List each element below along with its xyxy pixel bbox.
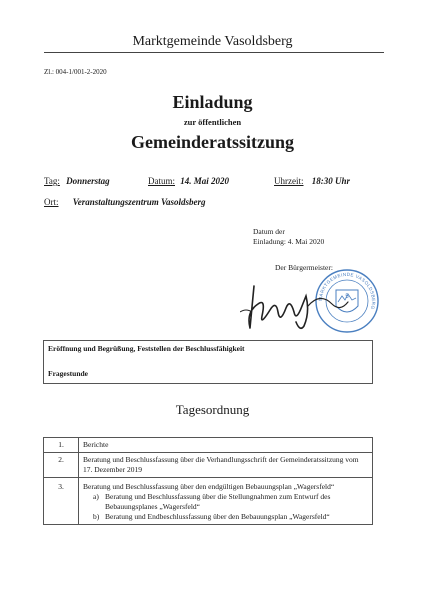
header-divider <box>44 52 384 53</box>
reference-number: Zl.: 004-1/001-2-2020 <box>44 68 107 76</box>
agenda-row <box>44 478 373 525</box>
seal-number: 5 <box>345 294 349 300</box>
date-label: Datum: <box>148 176 175 186</box>
agenda-row <box>44 453 373 478</box>
time-label: Uhrzeit: <box>274 176 304 186</box>
seal-text: MARKTGEMEINDE VASOLDSBERG <box>317 271 377 311</box>
invitation-date-line1: Datum der <box>253 227 285 236</box>
date-row <box>148 176 229 186</box>
day-value: Donnerstag <box>66 176 110 186</box>
agenda-row <box>44 438 373 453</box>
meeting-title: Gemeinderatssitzung <box>131 132 294 152</box>
date-value: 14. Mai 2020 <box>180 176 230 186</box>
agenda-subitem <box>93 492 368 512</box>
agenda-item-number: 3. <box>44 478 79 525</box>
agenda-subitem <box>93 512 368 522</box>
agenda-subitem-text: Beratung und Endbeschlussfassung über den Bebauungsplan „Wagersfeld“ <box>105 512 330 521</box>
time-value: 18:30 Uhr <box>311 176 351 186</box>
agenda-item-number: 2. <box>44 453 79 478</box>
document-title: Einladung <box>172 92 253 112</box>
mayor-label: Der Bürgermeister: <box>275 263 333 272</box>
agenda-table <box>43 437 373 525</box>
invitation-date <box>253 227 324 247</box>
agenda-item-cell <box>79 478 373 525</box>
invitation-date-line2: Einladung: 4. Mai 2020 <box>253 237 325 246</box>
agenda-item-text: Berichte <box>79 438 373 453</box>
question-time-item: Fragestunde <box>48 369 88 378</box>
organization-name: Marktgemeinde Vasoldsberg <box>132 34 293 49</box>
document-subtitle: zur öffentlichen <box>183 117 242 127</box>
place-label: Ort: <box>44 197 59 207</box>
agenda-item-text: Beratung und Beschlussfassung über den endgültigen Bebauungsplan „Wagersfeld“ <box>83 482 335 491</box>
agenda-subitem-label: a) <box>93 492 99 501</box>
place-value: Veranstaltungszentrum Vasoldsberg <box>72 197 206 207</box>
agenda-subitem-label: b) <box>93 512 100 521</box>
agenda-item-number: 1. <box>44 438 79 453</box>
opening-item: Eröffnung und Begrüßung, Feststellen der Beschlussfähigkeit <box>48 344 245 353</box>
agenda-title: Tagesordnung <box>175 402 250 417</box>
day-label: Tag: <box>44 176 60 186</box>
agenda-subitem-text: Beratung und Beschlussfassung über die Stellungnahmen zum Entwurf des Bebauungsplanes „Wagersfeld“ <box>105 492 331 511</box>
agenda-item-text: Beratung und Beschlussfassung über die Verhandlungsschrift der Gemeinderatssitzung vom 17. Dezember 2019 <box>79 453 373 478</box>
place-row <box>44 197 206 207</box>
day-row <box>44 176 110 186</box>
mayor-signature-icon <box>240 282 350 332</box>
time-row <box>274 176 350 186</box>
